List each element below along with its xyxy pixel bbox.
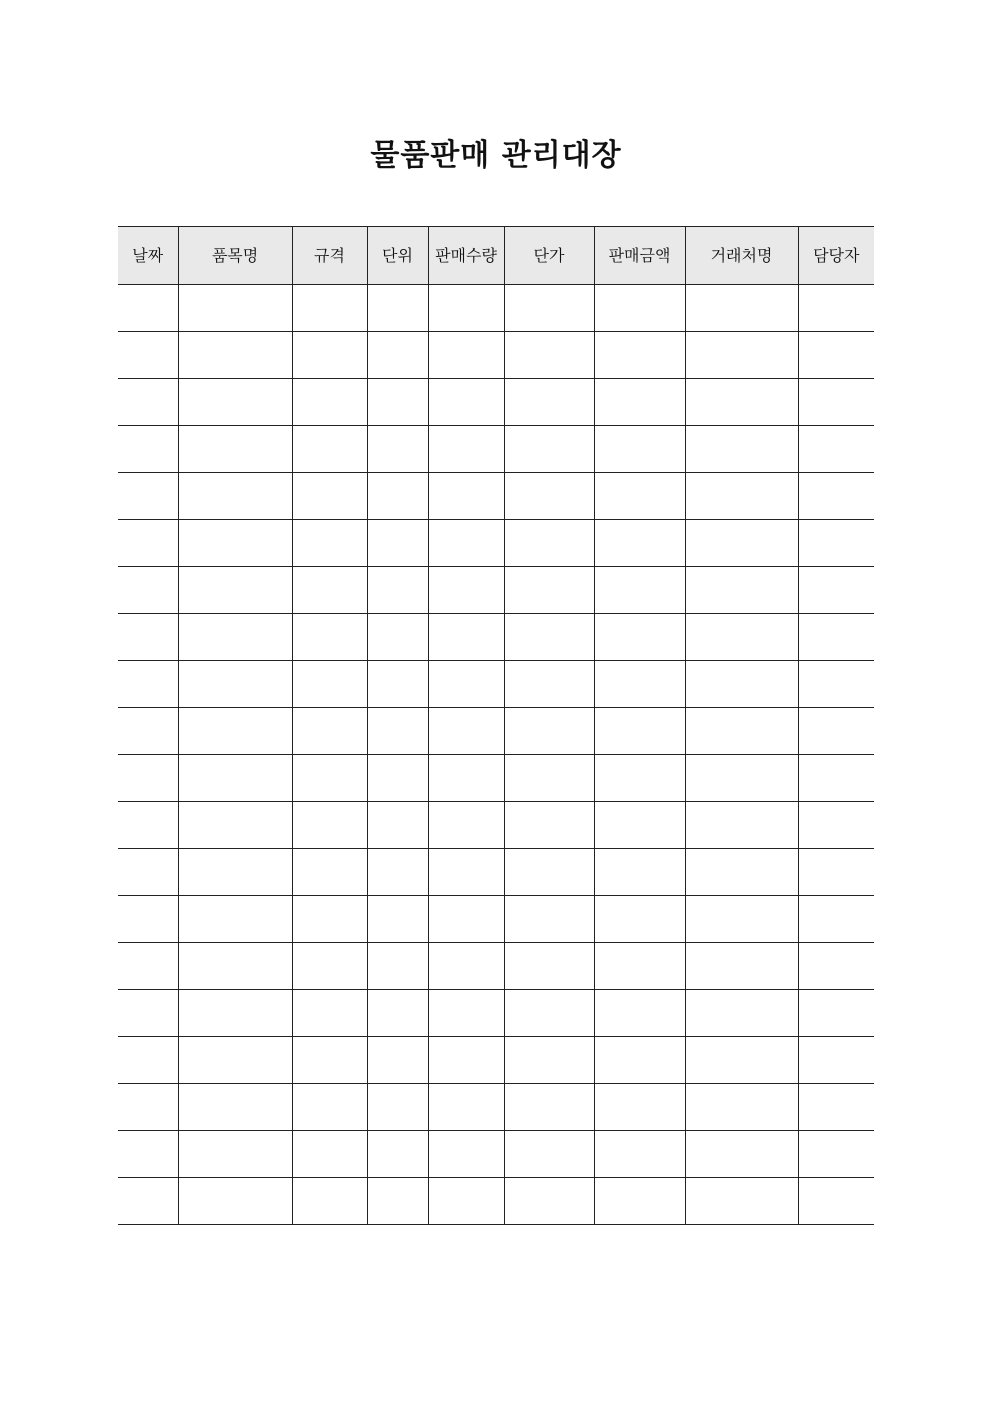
sales-amount-cell[interactable] <box>594 1178 685 1225</box>
manager-cell[interactable] <box>798 520 874 567</box>
header-row <box>118 227 874 285</box>
manager-cell[interactable] <box>798 802 874 849</box>
sales-amount-cell[interactable] <box>594 332 685 379</box>
unit-cell[interactable] <box>367 896 428 943</box>
sales-amount-cell[interactable] <box>594 1131 685 1178</box>
item-name-cell[interactable] <box>178 802 292 849</box>
manager-cell[interactable] <box>798 708 874 755</box>
item-name-cell[interactable] <box>178 332 292 379</box>
header-sales-quantity: 판매수량 <box>428 227 504 285</box>
table-row <box>118 1084 874 1131</box>
table-row <box>118 1131 874 1178</box>
item-name-cell[interactable] <box>178 755 292 802</box>
sales-amount-cell[interactable] <box>594 473 685 520</box>
client-name-cell[interactable] <box>685 567 798 614</box>
manager-cell[interactable] <box>798 614 874 661</box>
client-name-cell[interactable] <box>685 1084 798 1131</box>
table-row <box>118 990 874 1037</box>
sales-quantity-cell[interactable] <box>428 1084 504 1131</box>
unit-price-cell[interactable] <box>504 755 594 802</box>
manager-cell[interactable] <box>798 943 874 990</box>
client-name-cell[interactable] <box>685 661 798 708</box>
client-name-cell[interactable] <box>685 708 798 755</box>
unit-cell[interactable] <box>367 990 428 1037</box>
header-item-name: 품목명 <box>178 227 292 285</box>
sales-ledger-table <box>118 226 874 1225</box>
spec-cell[interactable] <box>292 802 367 849</box>
table-row <box>118 661 874 708</box>
sales-amount-cell[interactable] <box>594 943 685 990</box>
sales-quantity-cell[interactable] <box>428 426 504 473</box>
manager-cell[interactable] <box>798 661 874 708</box>
unit-cell[interactable] <box>367 1037 428 1084</box>
unit-cell[interactable] <box>367 614 428 661</box>
sales-amount-cell[interactable] <box>594 426 685 473</box>
sales-amount-cell[interactable] <box>594 567 685 614</box>
item-name-cell[interactable] <box>178 473 292 520</box>
spec-cell[interactable] <box>292 1131 367 1178</box>
client-name-cell[interactable] <box>685 943 798 990</box>
item-name-cell[interactable] <box>178 943 292 990</box>
table-row <box>118 379 874 426</box>
sales-quantity-cell[interactable] <box>428 1178 504 1225</box>
date-cell[interactable] <box>118 567 178 614</box>
client-name-cell[interactable] <box>685 426 798 473</box>
item-name-cell[interactable] <box>178 1178 292 1225</box>
unit-price-cell[interactable] <box>504 332 594 379</box>
sales-amount-cell[interactable] <box>594 802 685 849</box>
item-name-cell[interactable] <box>178 285 292 332</box>
table-row <box>118 520 874 567</box>
unit-cell[interactable] <box>367 755 428 802</box>
table-body <box>118 285 874 1225</box>
unit-price-cell[interactable] <box>504 943 594 990</box>
client-name-cell[interactable] <box>685 849 798 896</box>
unit-price-cell[interactable] <box>504 1084 594 1131</box>
table-row <box>118 1178 874 1225</box>
item-name-cell[interactable] <box>178 520 292 567</box>
unit-price-cell[interactable] <box>504 379 594 426</box>
unit-price-cell[interactable] <box>504 708 594 755</box>
sales-quantity-cell[interactable] <box>428 1037 504 1084</box>
spec-cell[interactable] <box>292 426 367 473</box>
sales-quantity-cell[interactable] <box>428 661 504 708</box>
manager-cell[interactable] <box>798 755 874 802</box>
sales-amount-cell[interactable] <box>594 896 685 943</box>
client-name-cell[interactable] <box>685 614 798 661</box>
date-cell[interactable] <box>118 896 178 943</box>
client-name-cell[interactable] <box>685 379 798 426</box>
client-name-cell[interactable] <box>685 473 798 520</box>
unit-cell[interactable] <box>367 520 428 567</box>
table-row <box>118 332 874 379</box>
item-name-cell[interactable] <box>178 614 292 661</box>
table-row <box>118 896 874 943</box>
manager-cell[interactable] <box>798 379 874 426</box>
unit-price-cell[interactable] <box>504 802 594 849</box>
sales-amount-cell[interactable] <box>594 849 685 896</box>
table-row <box>118 567 874 614</box>
table-row <box>118 285 874 332</box>
unit-price-cell[interactable] <box>504 473 594 520</box>
header-unit: 단위 <box>367 227 428 285</box>
sales-quantity-cell[interactable] <box>428 990 504 1037</box>
header-date: 날짜 <box>118 227 178 285</box>
item-name-cell[interactable] <box>178 849 292 896</box>
unit-cell[interactable] <box>367 379 428 426</box>
date-cell[interactable] <box>118 849 178 896</box>
sales-amount-cell[interactable] <box>594 520 685 567</box>
date-cell[interactable] <box>118 426 178 473</box>
unit-price-cell[interactable] <box>504 661 594 708</box>
table-row <box>118 473 874 520</box>
client-name-cell[interactable] <box>685 520 798 567</box>
client-name-cell[interactable] <box>685 755 798 802</box>
unit-price-cell[interactable] <box>504 1178 594 1225</box>
date-cell[interactable] <box>118 708 178 755</box>
header-spec: 규격 <box>292 227 367 285</box>
unit-price-cell[interactable] <box>504 896 594 943</box>
sales-quantity-cell[interactable] <box>428 708 504 755</box>
manager-cell[interactable] <box>798 849 874 896</box>
sales-amount-cell[interactable] <box>594 614 685 661</box>
sales-quantity-cell[interactable] <box>428 520 504 567</box>
unit-cell[interactable] <box>367 1131 428 1178</box>
manager-cell[interactable] <box>798 473 874 520</box>
manager-cell[interactable] <box>798 1178 874 1225</box>
date-cell[interactable] <box>118 520 178 567</box>
sales-quantity-cell[interactable] <box>428 332 504 379</box>
sales-quantity-cell[interactable] <box>428 943 504 990</box>
date-cell[interactable] <box>118 1131 178 1178</box>
spec-cell[interactable] <box>292 1037 367 1084</box>
item-name-cell[interactable] <box>178 1037 292 1084</box>
sales-quantity-cell[interactable] <box>428 379 504 426</box>
client-name-cell[interactable] <box>685 285 798 332</box>
client-name-cell[interactable] <box>685 802 798 849</box>
item-name-cell[interactable] <box>178 1084 292 1131</box>
unit-price-cell[interactable] <box>504 990 594 1037</box>
spec-cell[interactable] <box>292 1178 367 1225</box>
sales-quantity-cell[interactable] <box>428 755 504 802</box>
manager-cell[interactable] <box>798 567 874 614</box>
date-cell[interactable] <box>118 1178 178 1225</box>
sales-amount-cell[interactable] <box>594 990 685 1037</box>
manager-cell[interactable] <box>798 1084 874 1131</box>
client-name-cell[interactable] <box>685 990 798 1037</box>
spec-cell[interactable] <box>292 473 367 520</box>
spec-cell[interactable] <box>292 567 367 614</box>
spec-cell[interactable] <box>292 896 367 943</box>
item-name-cell[interactable] <box>178 379 292 426</box>
sales-amount-cell[interactable] <box>594 755 685 802</box>
table-row <box>118 802 874 849</box>
date-cell[interactable] <box>118 661 178 708</box>
sales-quantity-cell[interactable] <box>428 285 504 332</box>
unit-cell[interactable] <box>367 332 428 379</box>
header-sales-amount: 판매금액 <box>594 227 685 285</box>
item-name-cell[interactable] <box>178 1131 292 1178</box>
manager-cell[interactable] <box>798 285 874 332</box>
spec-cell[interactable] <box>292 614 367 661</box>
sales-amount-cell[interactable] <box>594 708 685 755</box>
table-row <box>118 943 874 990</box>
spec-cell[interactable] <box>292 379 367 426</box>
spec-cell[interactable] <box>292 849 367 896</box>
table-row <box>118 755 874 802</box>
unit-cell[interactable] <box>367 285 428 332</box>
unit-cell[interactable] <box>367 849 428 896</box>
date-cell[interactable] <box>118 379 178 426</box>
date-cell[interactable] <box>118 614 178 661</box>
unit-cell[interactable] <box>367 473 428 520</box>
unit-cell[interactable] <box>367 708 428 755</box>
table-row <box>118 849 874 896</box>
sales-amount-cell[interactable] <box>594 1084 685 1131</box>
date-cell[interactable] <box>118 285 178 332</box>
date-cell[interactable] <box>118 473 178 520</box>
sales-quantity-cell[interactable] <box>428 567 504 614</box>
sales-amount-cell[interactable] <box>594 661 685 708</box>
item-name-cell[interactable] <box>178 896 292 943</box>
sales-quantity-cell[interactable] <box>428 802 504 849</box>
unit-price-cell[interactable] <box>504 1131 594 1178</box>
table-row <box>118 614 874 661</box>
manager-cell[interactable] <box>798 896 874 943</box>
manager-cell[interactable] <box>798 1037 874 1084</box>
unit-price-cell[interactable] <box>504 520 594 567</box>
spec-cell[interactable] <box>292 661 367 708</box>
date-cell[interactable] <box>118 755 178 802</box>
spec-cell[interactable] <box>292 708 367 755</box>
sales-amount-cell[interactable] <box>594 379 685 426</box>
table-row <box>118 426 874 473</box>
unit-cell[interactable] <box>367 943 428 990</box>
unit-price-cell[interactable] <box>504 1037 594 1084</box>
sales-quantity-cell[interactable] <box>428 614 504 661</box>
unit-price-cell[interactable] <box>504 849 594 896</box>
spec-cell[interactable] <box>292 1084 367 1131</box>
unit-cell[interactable] <box>367 426 428 473</box>
sales-amount-cell[interactable] <box>594 285 685 332</box>
item-name-cell[interactable] <box>178 661 292 708</box>
date-cell[interactable] <box>118 802 178 849</box>
table-row <box>118 708 874 755</box>
date-cell[interactable] <box>118 332 178 379</box>
sales-quantity-cell[interactable] <box>428 1131 504 1178</box>
spec-cell[interactable] <box>292 520 367 567</box>
sales-amount-cell[interactable] <box>594 1037 685 1084</box>
manager-cell[interactable] <box>798 990 874 1037</box>
date-cell[interactable] <box>118 990 178 1037</box>
manager-cell[interactable] <box>798 426 874 473</box>
date-cell[interactable] <box>118 943 178 990</box>
item-name-cell[interactable] <box>178 567 292 614</box>
header-manager: 담당자 <box>798 227 874 285</box>
unit-cell[interactable] <box>367 1178 428 1225</box>
client-name-cell[interactable] <box>685 1178 798 1225</box>
item-name-cell[interactable] <box>178 990 292 1037</box>
unit-price-cell[interactable] <box>504 614 594 661</box>
header-client-name: 거래처명 <box>685 227 798 285</box>
spec-cell[interactable] <box>292 285 367 332</box>
manager-cell[interactable] <box>798 1131 874 1178</box>
page-title: 물품판매 관리대장 <box>370 138 622 173</box>
sales-quantity-cell[interactable] <box>428 849 504 896</box>
manager-cell[interactable] <box>798 332 874 379</box>
unit-price-cell[interactable] <box>504 426 594 473</box>
date-cell[interactable] <box>118 1037 178 1084</box>
spec-cell[interactable] <box>292 990 367 1037</box>
spec-cell[interactable] <box>292 332 367 379</box>
item-name-cell[interactable] <box>178 426 292 473</box>
header-unit-price: 단가 <box>504 227 594 285</box>
unit-cell[interactable] <box>367 661 428 708</box>
date-cell[interactable] <box>118 1084 178 1131</box>
table-row <box>118 1037 874 1084</box>
sales-quantity-cell[interactable] <box>428 473 504 520</box>
unit-price-cell[interactable] <box>504 285 594 332</box>
client-name-cell[interactable] <box>685 332 798 379</box>
client-name-cell[interactable] <box>685 896 798 943</box>
unit-cell[interactable] <box>367 567 428 614</box>
spec-cell[interactable] <box>292 943 367 990</box>
unit-cell[interactable] <box>367 802 428 849</box>
unit-price-cell[interactable] <box>504 567 594 614</box>
spec-cell[interactable] <box>292 755 367 802</box>
client-name-cell[interactable] <box>685 1037 798 1084</box>
unit-cell[interactable] <box>367 1084 428 1131</box>
client-name-cell[interactable] <box>685 1131 798 1178</box>
sales-quantity-cell[interactable] <box>428 896 504 943</box>
item-name-cell[interactable] <box>178 708 292 755</box>
